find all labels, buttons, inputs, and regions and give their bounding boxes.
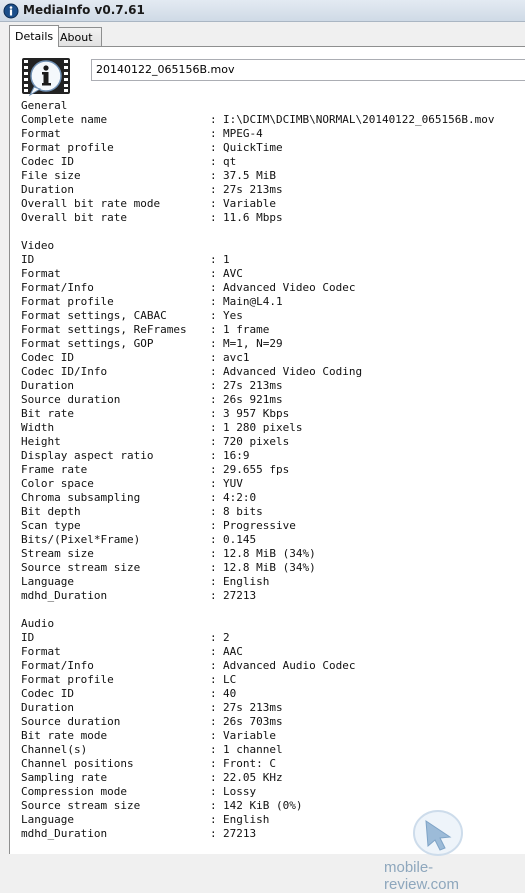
separator-colon: : bbox=[210, 211, 217, 224]
report-row bbox=[21, 449, 250, 463]
report-row bbox=[21, 631, 230, 645]
field-name: ID bbox=[21, 631, 35, 644]
field-value: qt bbox=[223, 155, 237, 168]
field-value: 8 bits bbox=[223, 505, 263, 518]
field-name: Format profile bbox=[21, 673, 114, 686]
details-panel bbox=[9, 46, 525, 893]
field-name: Stream size bbox=[21, 547, 94, 560]
field-name: Scan type bbox=[21, 519, 81, 532]
field-value: Lossy bbox=[223, 785, 257, 798]
separator-colon: : bbox=[210, 253, 217, 266]
field-value: 1 frame bbox=[223, 323, 270, 336]
separator-colon: : bbox=[210, 295, 217, 308]
separator-colon: : bbox=[210, 449, 217, 462]
field-name: Language bbox=[21, 575, 74, 588]
field-value: 1 channel bbox=[223, 743, 283, 756]
field-value: 37.5 MiB bbox=[223, 169, 276, 182]
field-value: Variable bbox=[223, 197, 276, 210]
separator-colon: : bbox=[210, 505, 217, 518]
report-row bbox=[21, 211, 283, 225]
report-row bbox=[21, 435, 290, 449]
report-row bbox=[21, 743, 283, 757]
field-name: Duration bbox=[21, 379, 74, 392]
field-name: Format profile bbox=[21, 141, 114, 154]
separator-colon: : bbox=[210, 197, 217, 210]
field-name: mdhd_Duration bbox=[21, 589, 108, 602]
field-value: QuickTime bbox=[223, 141, 283, 154]
report-row bbox=[21, 407, 290, 421]
field-value: Main@L4.1 bbox=[223, 295, 283, 308]
field-name: Format/Info bbox=[21, 659, 94, 672]
field-value: Progressive bbox=[223, 519, 296, 532]
separator-colon: : bbox=[210, 757, 217, 770]
report-row bbox=[21, 155, 237, 169]
field-name: Channel(s) bbox=[21, 743, 88, 756]
field-name: Format profile bbox=[21, 295, 114, 308]
separator-colon: : bbox=[210, 827, 217, 840]
report-row bbox=[21, 813, 270, 827]
field-name: Bit rate mode bbox=[21, 729, 108, 742]
field-value: 1 280 pixels bbox=[223, 421, 303, 434]
report-row bbox=[21, 785, 257, 799]
field-value: 27213 bbox=[223, 827, 257, 840]
separator-colon: : bbox=[210, 169, 217, 182]
report-row bbox=[21, 673, 237, 687]
field-name: Source duration bbox=[21, 715, 121, 728]
separator-colon: : bbox=[210, 141, 217, 154]
title-bar[interactable] bbox=[0, 0, 525, 22]
report-row bbox=[21, 715, 283, 729]
report-row bbox=[21, 295, 283, 309]
field-name: Bit depth bbox=[21, 505, 81, 518]
separator-colon: : bbox=[210, 351, 217, 364]
separator-colon: : bbox=[210, 379, 217, 392]
field-name: Overall bit rate mode bbox=[21, 197, 161, 210]
separator-colon: : bbox=[210, 421, 217, 434]
field-name: Overall bit rate bbox=[21, 211, 127, 224]
field-name: Complete name bbox=[21, 113, 108, 126]
separator-colon: : bbox=[210, 589, 217, 602]
separator-colon: : bbox=[210, 701, 217, 714]
field-name: Height bbox=[21, 435, 61, 448]
file-name-field[interactable]: 20140122_065156B.mov bbox=[91, 59, 525, 81]
separator-colon: : bbox=[210, 127, 217, 140]
report-row bbox=[21, 127, 263, 141]
field-name: Language bbox=[21, 813, 74, 826]
field-value: Variable bbox=[223, 729, 276, 742]
field-name: Codec ID bbox=[21, 687, 74, 700]
separator-colon: : bbox=[210, 729, 217, 742]
separator-colon: : bbox=[210, 477, 217, 490]
report-row bbox=[21, 659, 356, 673]
field-value: 27s 213ms bbox=[223, 379, 283, 392]
report-row bbox=[21, 687, 237, 701]
field-name: ID bbox=[21, 253, 35, 266]
field-value: Yes bbox=[223, 309, 243, 322]
report-row bbox=[21, 113, 495, 127]
separator-colon: : bbox=[210, 393, 217, 406]
section-title: Video bbox=[21, 239, 55, 252]
field-value: 29.655 fps bbox=[223, 463, 290, 476]
report-row bbox=[21, 799, 303, 813]
field-name: Source stream size bbox=[21, 799, 141, 812]
separator-colon: : bbox=[210, 659, 217, 672]
field-name: File size bbox=[21, 169, 81, 182]
field-name: Width bbox=[21, 421, 55, 434]
report-row bbox=[21, 561, 316, 575]
field-value: 142 KiB (0%) bbox=[223, 799, 303, 812]
field-value: 27s 213ms bbox=[223, 183, 283, 196]
report-row bbox=[21, 533, 257, 547]
report-row bbox=[21, 505, 263, 519]
field-value: Advanced Video Coding bbox=[223, 365, 363, 378]
field-value: 26s 703ms bbox=[223, 715, 283, 728]
separator-colon: : bbox=[210, 491, 217, 504]
window-title: MediaInfo v0.7.61 bbox=[23, 3, 145, 17]
field-name: Codec ID/Info bbox=[21, 365, 108, 378]
separator-colon: : bbox=[210, 771, 217, 784]
separator-colon: : bbox=[210, 337, 217, 350]
mediainfo-app-icon bbox=[3, 3, 19, 19]
report-row bbox=[21, 309, 243, 323]
separator-colon: : bbox=[210, 533, 217, 546]
report-row bbox=[21, 771, 283, 785]
separator-colon: : bbox=[210, 575, 217, 588]
field-value: 11.6 Mbps bbox=[223, 211, 283, 224]
separator-colon: : bbox=[210, 183, 217, 196]
report-row bbox=[21, 477, 243, 491]
field-value: LC bbox=[223, 673, 237, 686]
report-text bbox=[21, 99, 495, 841]
field-name: Display aspect ratio bbox=[21, 449, 154, 462]
field-value: I:\DCIM\DCIMB\NORMAL\20140122_065156B.mov bbox=[223, 113, 495, 126]
field-value: AVC bbox=[223, 267, 243, 280]
field-value: 27213 bbox=[223, 589, 257, 602]
field-value: 720 pixels bbox=[223, 435, 290, 448]
field-value: 12.8 MiB (34%) bbox=[223, 561, 316, 574]
separator-colon: : bbox=[210, 813, 217, 826]
report-row bbox=[21, 351, 250, 365]
separator-colon: : bbox=[210, 785, 217, 798]
report-row bbox=[21, 645, 243, 659]
field-value: 2 bbox=[223, 631, 230, 644]
report-row bbox=[21, 757, 276, 771]
separator-colon: : bbox=[210, 631, 217, 644]
field-value: 12.8 MiB (34%) bbox=[223, 547, 316, 560]
field-value: 16:9 bbox=[223, 449, 250, 462]
report-row bbox=[21, 589, 257, 603]
watermark-text: mobile-review.com bbox=[384, 859, 460, 893]
field-name: Format bbox=[21, 267, 61, 280]
report-row bbox=[21, 379, 283, 393]
report-row bbox=[21, 491, 257, 505]
section-title: Audio bbox=[21, 617, 55, 630]
field-name: Duration bbox=[21, 183, 74, 196]
field-value: MPEG-4 bbox=[223, 127, 263, 140]
field-name: Bit rate bbox=[21, 407, 74, 420]
field-value: 1 bbox=[223, 253, 230, 266]
field-name: Format settings, GOP bbox=[21, 337, 154, 350]
watermark bbox=[376, 807, 496, 893]
report-row bbox=[21, 729, 276, 743]
report-row bbox=[21, 323, 270, 337]
separator-colon: : bbox=[210, 463, 217, 476]
field-value: AAC bbox=[223, 645, 243, 658]
blank-line bbox=[21, 225, 67, 239]
field-name: Chroma subsampling bbox=[21, 491, 141, 504]
separator-colon: : bbox=[210, 365, 217, 378]
field-name: Color space bbox=[21, 477, 94, 490]
field-name: Channel positions bbox=[21, 757, 134, 770]
tab-about[interactable]: About bbox=[54, 27, 102, 47]
field-name: Frame rate bbox=[21, 463, 88, 476]
field-name: Format bbox=[21, 127, 61, 140]
field-name: Compression mode bbox=[21, 785, 127, 798]
report-row bbox=[21, 519, 296, 533]
report-row bbox=[21, 141, 283, 155]
field-value: English bbox=[223, 575, 270, 588]
report-row bbox=[21, 169, 276, 183]
report-row bbox=[21, 393, 283, 407]
field-value: M=1, N=29 bbox=[223, 337, 283, 350]
field-value: avc1 bbox=[223, 351, 250, 364]
field-name: Format settings, CABAC bbox=[21, 309, 167, 322]
field-name: Sampling rate bbox=[21, 771, 108, 784]
report-row bbox=[21, 337, 283, 351]
field-value: YUV bbox=[223, 477, 243, 490]
report-row bbox=[21, 365, 363, 379]
field-value: Advanced Video Codec bbox=[223, 281, 356, 294]
separator-colon: : bbox=[210, 323, 217, 336]
report-row bbox=[21, 421, 303, 435]
field-name: Format/Info bbox=[21, 281, 94, 294]
field-name: Bits/(Pixel*Frame) bbox=[21, 533, 141, 546]
field-value: 26s 921ms bbox=[223, 393, 283, 406]
tab-details[interactable]: Details bbox=[9, 25, 59, 47]
field-value: English bbox=[223, 813, 270, 826]
field-name: Source stream size bbox=[21, 561, 141, 574]
separator-colon: : bbox=[210, 309, 217, 322]
report-row bbox=[21, 827, 257, 841]
field-value: Advanced Audio Codec bbox=[223, 659, 356, 672]
field-value: 0.145 bbox=[223, 533, 257, 546]
field-value: 27s 213ms bbox=[223, 701, 283, 714]
separator-colon: : bbox=[210, 743, 217, 756]
report-row bbox=[21, 463, 290, 477]
field-value: 4:2:0 bbox=[223, 491, 257, 504]
separator-colon: : bbox=[210, 267, 217, 280]
separator-colon: : bbox=[210, 407, 217, 420]
separator-colon: : bbox=[210, 435, 217, 448]
field-name: Source duration bbox=[21, 393, 121, 406]
blank-line bbox=[21, 603, 67, 617]
section-title: General bbox=[21, 99, 68, 112]
field-name: Duration bbox=[21, 701, 74, 714]
separator-colon: : bbox=[210, 155, 217, 168]
separator-colon: : bbox=[210, 715, 217, 728]
separator-colon: : bbox=[210, 113, 217, 126]
report-row bbox=[21, 267, 243, 281]
field-value: Front: C bbox=[223, 757, 276, 770]
separator-colon: : bbox=[210, 673, 217, 686]
field-value: 22.05 KHz bbox=[223, 771, 283, 784]
report-row bbox=[21, 183, 283, 197]
report-row bbox=[21, 547, 316, 561]
report-row bbox=[21, 253, 230, 267]
report-row bbox=[21, 197, 276, 211]
field-value: 3 957 Kbps bbox=[223, 407, 290, 420]
report-row bbox=[21, 575, 270, 589]
field-name: Format bbox=[21, 645, 61, 658]
watermark-logo-icon bbox=[404, 807, 474, 859]
separator-colon: : bbox=[210, 799, 217, 812]
separator-colon: : bbox=[210, 645, 217, 658]
separator-colon: : bbox=[210, 687, 217, 700]
report-row bbox=[21, 281, 356, 295]
field-name: mdhd_Duration bbox=[21, 827, 108, 840]
field-name: Format settings, ReFrames bbox=[21, 323, 187, 336]
field-value: 40 bbox=[223, 687, 237, 700]
field-name: Codec ID bbox=[21, 351, 74, 364]
separator-colon: : bbox=[210, 281, 217, 294]
separator-colon: : bbox=[210, 547, 217, 560]
separator-colon: : bbox=[210, 561, 217, 574]
field-name: Codec ID bbox=[21, 155, 74, 168]
separator-colon: : bbox=[210, 519, 217, 532]
report-row bbox=[21, 701, 283, 715]
info-film-icon bbox=[20, 57, 72, 97]
